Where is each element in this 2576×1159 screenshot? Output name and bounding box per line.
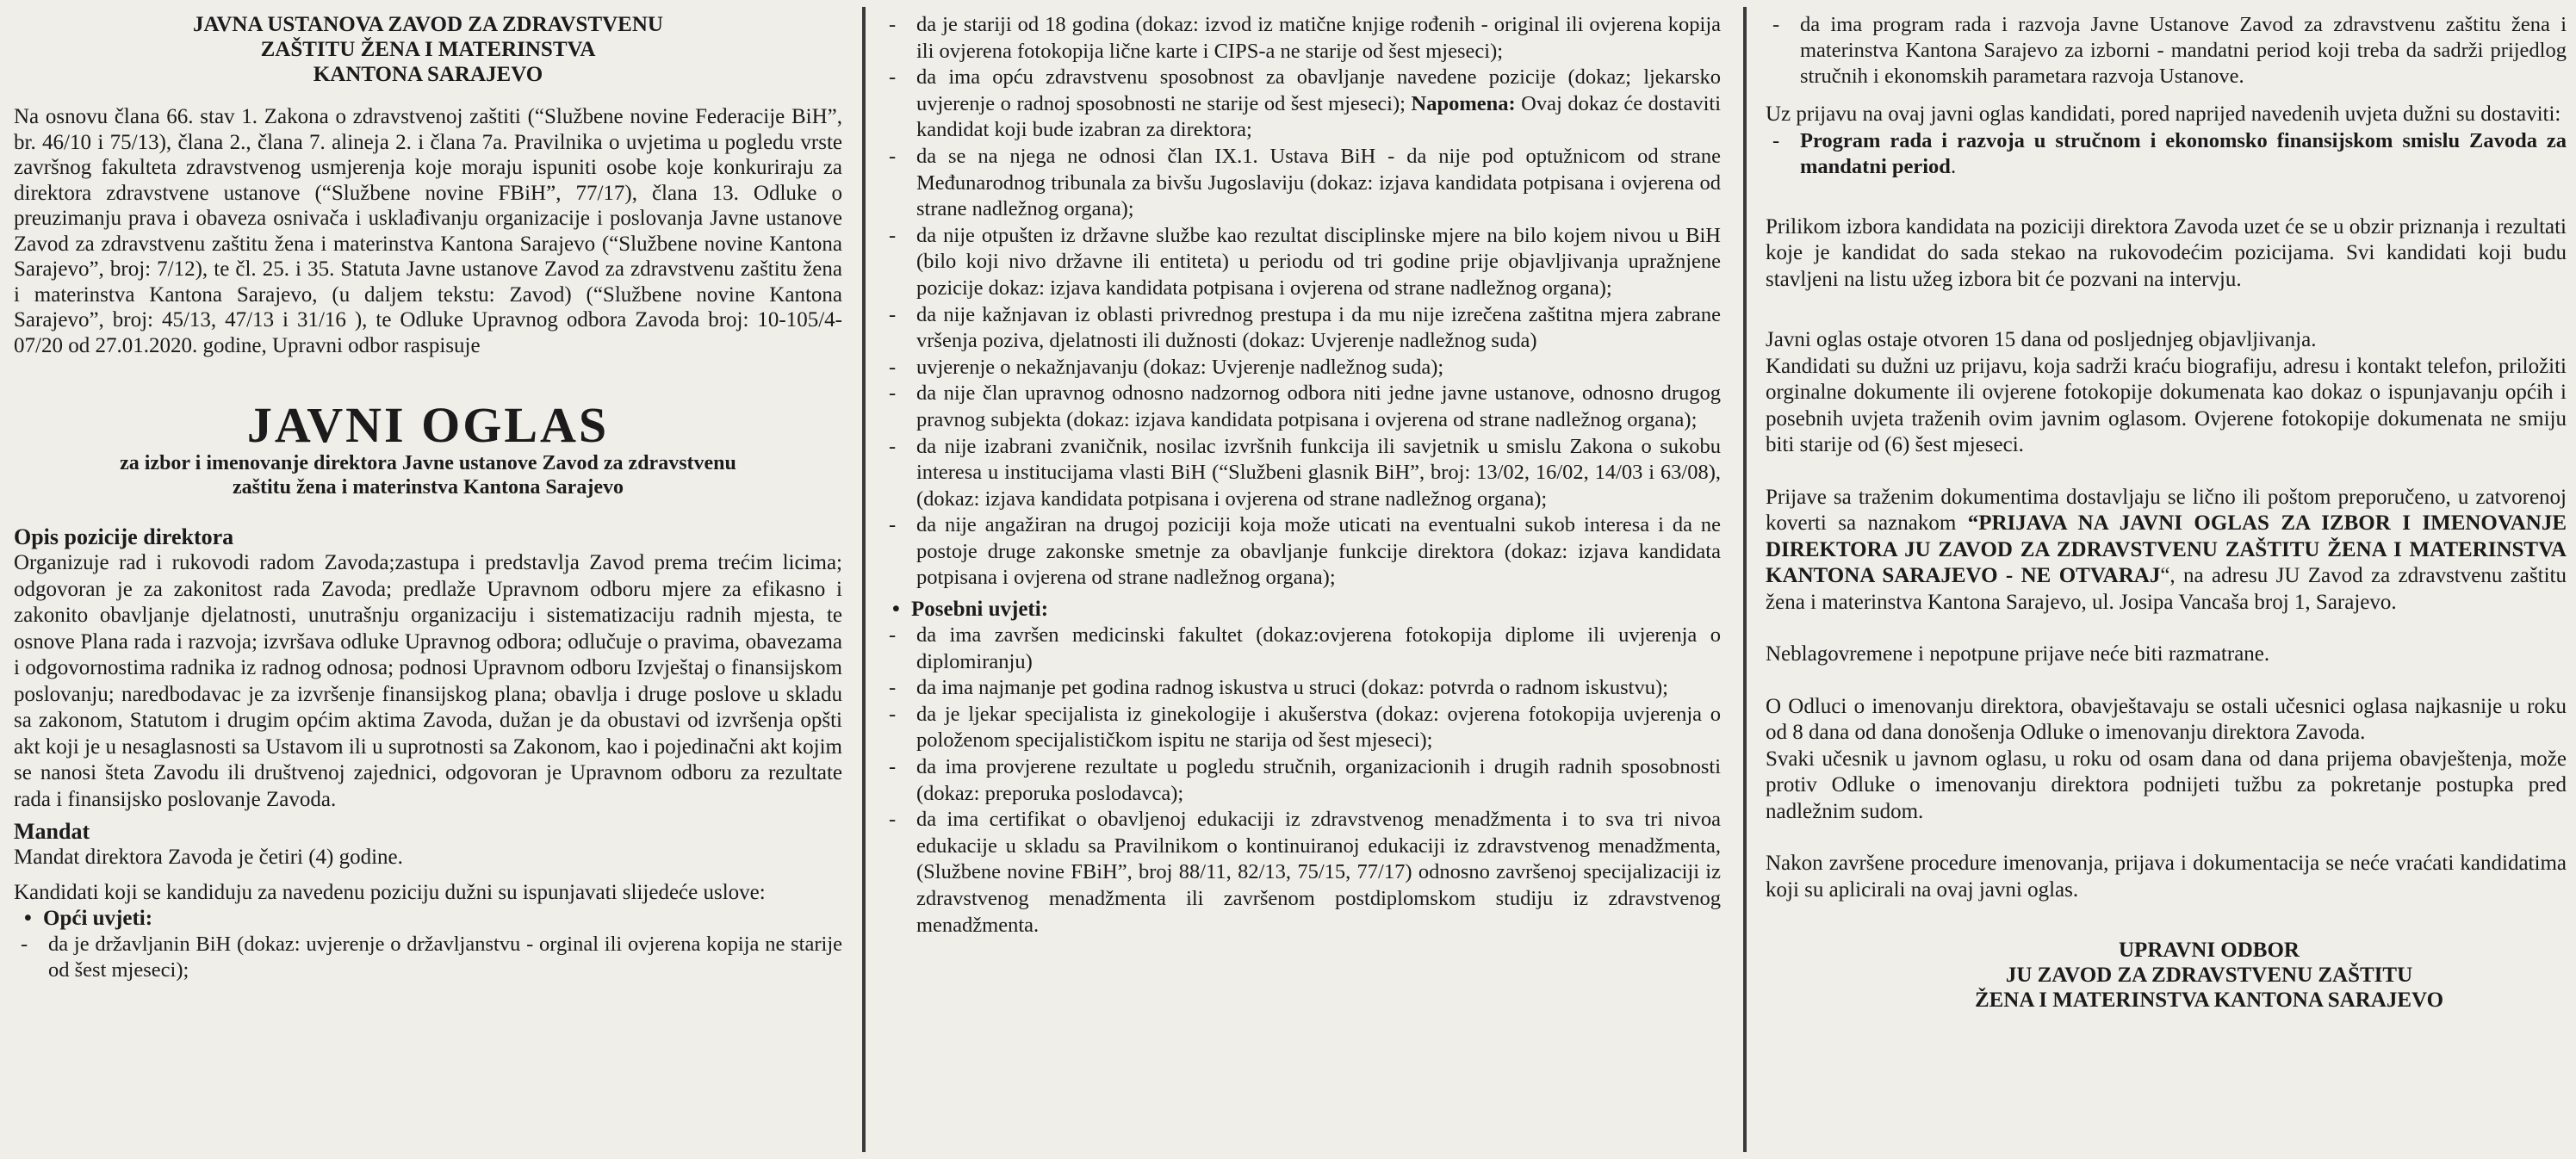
ad-subtitle-line: za izbor i imenovanje direktora Javne ustanove Zavod za zdravstvenu xyxy=(120,452,736,474)
posebni-uvjeti-list xyxy=(882,623,1721,939)
list-item: - da ima najmanje pet godina radnog iskustva u struci (dokaz: potvrda o radnom iskustvu); xyxy=(882,675,1721,702)
ad-subtitle-line: zaštitu žena i materinstva Kantona Sarajevo xyxy=(233,476,624,499)
section-heading-opis: Opis pozicije direktora xyxy=(14,524,234,549)
institution-header-line: JAVNA USTANOVA ZAVOD ZA ZDRAVSTVENU xyxy=(193,13,663,36)
list-item: - da nije otpušten iz državne službe kao rezultat disciplinske mjere na bilo kojem nivou u BiH (bilo koji nivo državne ili entiteta) u periodu od tri godine prije objavljivanja upražnjene pozicije dokaz: izjava kandidata potpisana i ovjerena od strane nadležnog organa); xyxy=(882,223,1721,302)
signature-block xyxy=(1852,938,2567,1013)
otvoren-text: Javni oglas ostaje otvoren 15 dana od posljednjeg objavljivanja. xyxy=(1766,328,2317,351)
list-item: - uvjerenje o nekažnjavanju (dokaz: Uvjerenje nadležnog suda); xyxy=(882,355,1721,381)
column-middle xyxy=(882,12,1721,1147)
intro-paragraph: Na osnovu člana 66. stav 1. Zakona o zdravstvenoj zaštiti (“Službene novine Federacije BiH”, br. 46/10 i 75/13), člana 2., člana 7. alineja 2. i člana 7a. Pravilnika o uvjetima u pogledu vrste završnog fakulteta zdravstvenog usmjerenja koje moraju ispuniti osobe koje konkuriraju za direktora zdravstvene ustanove (“Službene novine FBiH”, 77/17), člana 13. Odluke o preuzimanju prava i obaveza osnivača i usklađivanju organizacije i poslovanja Javne ustanove Zavod za zdravstvenu zaštitu žena i materinstva Kantona Sarajevo (“Službene novine Kantona Sarajevo”, broj: 7/12), te čl. 25. i 35. Statuta Javne ustanove Zavod za zdravstvenu zaštitu žena i materinstva Kantona Sarajevo, (u daljem tekstu: Zavod) (“Službene novine Kantona Sarajevo”, broj: 45/13, 47/13 i 31/16 ), te Odluke Upravnog odbora Zavoda broj: 10-105/4-07/20 od 27.01.2020. godine, Upravni odbor raspisuje xyxy=(14,105,842,357)
list-item: - da je državljanin BiH (dokaz: uvjerenje o državljanstvu - orginal ili ovjerena kopija ne starije od šest mjeseci); xyxy=(14,932,842,983)
bullet-dot: • xyxy=(892,598,900,622)
dostaviti-list xyxy=(1766,128,2567,180)
opci-uvjeti-label: Opći uvjeti: xyxy=(43,907,153,930)
institution-header-line: ZAŠTITU ŽENA I MATERINSTVA xyxy=(260,38,596,61)
list-item: - da ima provjerene rezultate u pogledu stručnih, organizacionih i drugih radnih sposobnosti (dokaz: preporuka poslodavca); xyxy=(882,754,1721,807)
neblagovremene-text: Neblagovremene i nepotpune prijave neće biti razmatrane. xyxy=(1766,642,2270,666)
napomena-label: Napomena: xyxy=(1411,91,1516,115)
list-item: - da nije angažiran na drugoj poziciji koja može uticati na eventualni sukob interesa i da ne postoje druge zakonske smetnje za obavljanje funkcije direktora (dokaz: izjava kandidata potpisana i ovjerena od strane nadležnog organa); xyxy=(882,512,1721,592)
signature-line: ŽENA I MATERINSTVA KANTONA SARAJEVO xyxy=(1974,989,2444,1012)
program-item-bold: Program rada i razvoja u stručnom i ekonomsko finansijskom smislu Zavoda za mandatni period xyxy=(1800,128,2567,178)
list-item: - da se na njega ne odnosi član IX.1. Ustava BiH - da nije pod optužnicom od strane Međunarodnog tribunala za bivšu Jugoslaviju (dokaz: izjava kandidata potpisana i ovjerena od strane nadležnog organa); xyxy=(882,144,1721,223)
signature-line: UPRAVNI ODBOR xyxy=(2119,939,2300,962)
bullet-dot: • xyxy=(24,907,32,930)
napomena-text: Ovaj dokaz će dostaviti kandidat koji bude izabran za direktora; xyxy=(916,91,1721,142)
institution-header xyxy=(14,12,842,87)
posebni-uvjeti-list-continued xyxy=(1766,12,2567,90)
prijave-text-a: Prijave sa traženim dokumentima dostavljaju se lično ili poštom preporučeno, u zatvorenoj koverti sa naznakom xyxy=(1766,485,2567,535)
list-item: - da je stariji od 18 godina (dokaz: izvod iz matične knjige rođenih - original ili ovjerena kopija ili ovjerena fotokopija lične karte i CIPS-a ne starije od šest mjeseci); xyxy=(882,12,1721,65)
posebni-uvjeti-heading xyxy=(882,597,1721,623)
uz-prijavu-text: Uz prijavu na ovaj javni oglas kandidati, pored naprijed navedenih uvjeta dužni su dostaviti: xyxy=(1766,102,2561,126)
opci-uvjeti-list-continued xyxy=(882,12,1721,592)
column-right xyxy=(1766,12,2567,1147)
list-item-text: da ima opću zdravstvenu sposobnost za obavljanje navedene pozicije (dokaz; ljekarsko uvjerenje o radnoj sposobnosti ne starije od šest mjeseci); xyxy=(916,65,1721,115)
odluci-text: O Odluci o imenovanju direktora, obavještavaju se ostali učesnici oglasa najkasnije u roku od 8 dana od dana donošenja Odluke o imenovanju direktora Zavoda. xyxy=(1766,694,2567,744)
section-heading-mandat: Mandat xyxy=(14,819,90,844)
list-item: - da ima završen medicinski fakultet (dokaz:ovjerena fotokopija diplome ili uvjerenja o diplomiranju) xyxy=(882,623,1721,675)
program-item-end: . xyxy=(1950,154,1957,178)
kandidati-duzni-text: Kandidati su dužni uz prijavu, koja sadrži kraću biografiju, adresu i kontakt telefon, priložiti orginalne dokumente ili ovjerene fotokopije dokumenata kao dokaz o ispunjavanju općih i posebnih uvjeta traženih ovim javnim oglasom. Ovjerene fotokopije dokumenata ne smiju biti starije od (6) šest mjeseci. xyxy=(1766,354,2567,456)
list-item: - da ima program rada i razvoja Javne Ustanove Zavod za zdravstvenu zaštitu žena i materinstva Kantona Sarajevo za izborni - mandatni period koji treba da sadrži prijedlog stručnih i ekonomskih parametara razvoja Ustanove. xyxy=(1766,12,2567,90)
list-item: - da nije kažnjavan iz oblasti privrednog prestupa i da mu nije izrečena zaštitna mjera zabrane vršenja poziva, djelatnosti ili dužnosti (dokaz: Uvjerenje nadležnog suda) xyxy=(882,302,1721,355)
prijave-text-b: “, na adresu JU Zavod za zdravstvenu zaštitu žena i materinstva Kantona Sarajevo, ul. Josipa Vancaša broj 1, Sarajevo. xyxy=(1766,564,2567,614)
ad-subtitle xyxy=(14,451,842,499)
list-item: - da nije izabrani zvaničnik, nosilac izvršnih funkcija ili savjetnik u smislu Zakona o sukobu interesa u institucijama vlasti BiH (“Službeni glasnik BiH”, broj: 13/02, 16/02, 14/03 i 63/08), (dokaz: izjava kandidata potpisana i ovjerena od strane nadležnog organa); xyxy=(882,434,1721,513)
kandidati-intro: Kandidati koji se kandiduju za navedenu poziciju dužni su ispunjavati slijedeće uslove: xyxy=(14,880,766,904)
opis-text: Organizuje rad i rukovodi radom Zavoda;zastupa i predstavlja Zavod prema trećim licima; odgovoran je za zakonitost rada Zavoda; predlaže Upravnom odboru mjere za efikasno i zakonito obavljanje djelatnosti, unutrašnju organizaciju i sistematizaciju radnih mjesta, te osnove Plana rada i razvoja; izvršava odluke Upravnog odbora; odlučuje o pravima, obavezama i odgovornostima radnika iz radnog odnosa; podnosi Upravnom odboru Izvještaj o finansijskom poslovanju; naredbodavac je za izvršenje finansijskog plana; obavlja i druge poslove u skladu sa zakonom, Statutom i drugim općim aktima Zavoda, dužan je da obustavi od izvršenja opšti akt koji je u nesaglasnosti sa Ustavom ili u suprotnosti sa Zakonom, kao i pojedinačni akt kojim se nanosi šteta Zavodu ili društvenoj zajednici, odgovoran je Upravnom odboru za rezultate rada i finansijsko poslovanje Zavoda. xyxy=(14,551,842,811)
signature-line: JU ZAVOD ZA ZDRAVSTVENU ZAŠTITU xyxy=(2005,964,2413,987)
mandat-text: Mandat direktora Zavoda je četiri (4) godine. xyxy=(14,846,403,869)
ad-title: JAVNI OGLAS xyxy=(246,397,610,453)
list-item xyxy=(882,65,1721,144)
column-divider xyxy=(862,7,866,1152)
column-left xyxy=(14,12,842,1147)
prijave-text xyxy=(1766,485,2567,617)
svaki-text: Svaki učesnik u javnom oglasu, u roku od osam dana od dana prijema obavještenja, može protiv Odluke o imenovanju direktora podnijeti tužbu za pokretanje postupka pred nadležnim sudom. xyxy=(1766,747,2567,823)
opci-uvjeti-heading xyxy=(14,906,842,932)
list-item: - da ima certifikat o obavljenoj edukaciji iz zdravstvenog menadžmenta i to sva tri nivoa edukacije u skladu sa Pravilnikom o kontinuiranoj edukaciji iz zdravstvenog menadžmenta, (Službene novine FBiH”, broj 88/11, 82/13, 75/15, 77/17) odnosno završenoj specijalizaciji iz zdravstvenog menadžmenta ili završenom postdiplomskom studiju iz zdravstvenog menadžmenta. xyxy=(882,807,1721,939)
list-item: - da nije član upravnog odnosno nadzornog odbora niti jedne javne ustanove, odnosno drugog pravnog subjekta (dokaz: izjava kandidata potpisana i ovjerena od strane nadležnog organa); xyxy=(882,381,1721,433)
list-item xyxy=(1766,128,2567,180)
list-item: - da je ljekar specijalista iz ginekologije i akušerstva (dokaz: ovjerena fotokopija uvjerenja o položenom specijalističkom ispitu ne starija od šest mjeseci); xyxy=(882,702,1721,754)
column-divider xyxy=(1743,7,1747,1152)
institution-header-line: KANTONA SARAJEVO xyxy=(313,63,543,86)
prijave-text-bold: “PRIJAVA NA JAVNI OGLAS ZA IZBOR I IMENOVANJE DIREKTORA JU ZAVOD ZA ZDRAVSTVENU ZAŠTITU ŽENA I MATERINSTVA KANTONA SARAJEVO - NE OTVARAJ xyxy=(1766,511,2567,587)
nakon-text: Nakon završene procedure imenovanja, prijava i dokumentacija se neće vraćati kandidatima koji su aplicirali na ovaj javni oglas. xyxy=(1766,852,2567,902)
prilikom-text: Prilikom izbora kandidata na poziciji direktora Zavoda uzet će se u obzir priznanja i rezultati koje je kandidat do sada stekao na rukovodećim pozicijama. Svi kandidati koji budu stavljeni na listu užeg izbora bit će pozvani na intervju. xyxy=(1766,214,2567,291)
posebni-uvjeti-label: Posebni uvjeti: xyxy=(911,598,1049,622)
opci-uvjeti-list xyxy=(14,932,842,983)
